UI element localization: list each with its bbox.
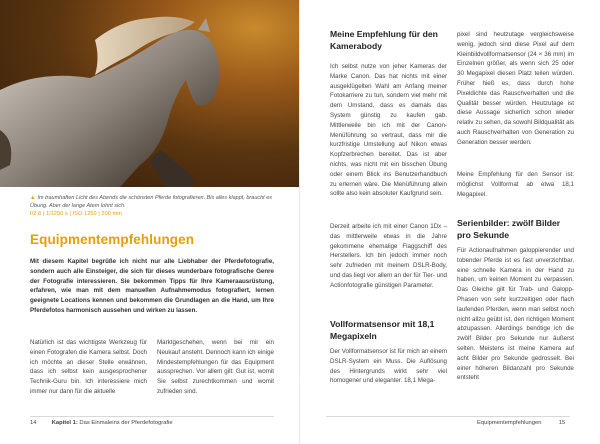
right-column-2c: Für Actionaufnahmen galoppierender und tobender Pferde ist es fast unverzichtbar, eine schnelle Kamera in der Hand zu haben, um keinen Moment zu verpassen. Das Gleiche gilt für Trab- und Galopp-Phasen von sehr kurzzeitigen oder flach laufenden Pferden, wenn man selbst noch nicht allzu geübt ist, den richtigen Moment abzupassen. Allerdings benötige ich die zwölf Bilder pro Sekunde nur äußerst selten. Meistens ist meine Kamera auf acht Bilder pro Sekunde gedrosselt. Bei einer höheren Bildanzahl pro Sekunde entsteht bbox=[457, 247, 574, 382]
left-footer-rule bbox=[30, 416, 274, 417]
right-page bbox=[300, 0, 600, 444]
left-column-1: Natürlich ist das wichtigste Werkzeug für einen Fotografen die Kamera selbst. Doch ich möchte an dieser Stelle erwähnen, dass ich selbst kein ausgesprochener Technik-Guru bin. Ich interessiere mich immer nur dann für die aktuelle bbox=[30, 339, 147, 395]
footer-chapter-label: Kapitel 1: bbox=[51, 420, 78, 426]
footer-chapter-title: Das Einmaleins der Pferdefotografie bbox=[79, 420, 173, 426]
heading-full-frame: Vollformatsensor mit 18,1 Megapixeln bbox=[330, 319, 435, 341]
page-number-right: 15 bbox=[558, 420, 566, 426]
photo-caption: ▲ Im traumhaften Licht des Abends die schönsten Pferde fotografieren. Bis alles klappt, braucht es Übung. Aber der lange Atem lohnt sich. bbox=[30, 195, 273, 209]
caption-marker-icon: ▲ bbox=[30, 195, 36, 201]
intro-paragraph: Mit diesem Kapitel begrüße ich nicht nur alle Liebhaber der Pferdefotografie, sondern auch alle Einsteiger, die sich für dieses wunderbare fotografische Genre der Fotografie interessieren. Sie bekommen Tipps für Ihre Kameraausrüstung, erfahren, wie man mit dem manuellen Aufnahmemodus fotografiert, lernen geeignete Locations kennen und bekommen die Grundlagen an die Hand, um Ihre Pferdefotos harmonisch aussehen und wirken zu lassen. bbox=[30, 258, 274, 314]
right-footer bbox=[477, 420, 565, 426]
right-footer-rule bbox=[326, 416, 570, 417]
right-column-2a: pixel sind heutzutage vergleichsweise wenig, jedoch sind diese Pixel auf dem Kleinbildvollformatsensor (24 × 36 mm) im Einzelnen größer, als wenn sich 25 oder 30 Megapixel diesen Platz teilen würden. Früher hieß es, dass durch hohe Pixeldichte das Rauschverhalten und die Qualität besser würden. Heutzutage ist diese Aussage sicherlich schon wieder relativ zu sehen, da sowohl Bildqualität als auch Rauschverhalten von Generation zu Generation besser werden. bbox=[457, 31, 574, 146]
horse-silhouette bbox=[0, 0, 300, 187]
section-heading: Equipmentempfehlungen bbox=[30, 232, 195, 247]
horse-photo bbox=[0, 0, 300, 187]
right-column-1a: Ich selbst nutze von jeher Kameras der Marke Canon. Das hat nichts mit einer ausgeklügelten Wahl am Anfang meiner Fotokarriere zu tun, sondern viel mehr mit dem Umstand, dass es damals das System günstig zu kaufen gab. Mittlerweile bin ich mit der Canon-Menüführung so vertraut, dass mir die kurzfristige Umstellung auf Nikon etwas Kopfzerbrechen bereitet. Das ist aber nichts, was nicht mit ein bisschen Übung oder einem Blick ins Benutzerhandbuch zu erlernen wäre. Die Menüführung allein sollte also kein absoluter Kaufgrund sein. bbox=[330, 63, 447, 198]
right-column-1b: Derzeit arbeite ich mit einer Canon 1Dx – das mittlerweile etwas in die Jahre gekommene ehemalige Flaggschiff des Herstellers. Ich bin jedoch immer noch sehr zufrieden mit meinem DSLR-Body, und das liegt vor allem an der für Tier- und Actionfotografie günstigen Parameter. bbox=[330, 223, 447, 289]
left-footer bbox=[30, 420, 173, 426]
right-column-1c: Der Vollformatsensor ist für mich an einem DSLR-System ein Muss. Die Auflösung des Hintergrunds wirkt sehr viel homogener und eleganter. 18,1 Mega- bbox=[330, 348, 447, 385]
heading-burst: Serienbilder: zwölf Bilder pro Sekunde bbox=[457, 218, 561, 240]
page-number-left: 14 bbox=[30, 420, 37, 426]
right-column-2b: Meine Empfehlung für den Sensor ist: möglichst Vollformat ab etwa 18,1 Megapixel. bbox=[457, 171, 574, 198]
heading-camera-body: Meine Empfehlung für den Kamerabody bbox=[330, 29, 438, 51]
photo-exif: f/2.8 | 1/1250 s | ISO 1250 | 200 mm bbox=[30, 211, 122, 217]
left-column-2: Marktgeschehen, wenn bei mir ein Neukauf ansteht. Dennoch kann ich einige Mindestempfehlungen für das Equipment aussprechen. Vor allem gilt: Gut ist, womit Sie selbst zurechtkommen und womit zufrieden sind. bbox=[157, 339, 274, 395]
footer-section: Equipmentempfehlungen bbox=[477, 420, 542, 426]
